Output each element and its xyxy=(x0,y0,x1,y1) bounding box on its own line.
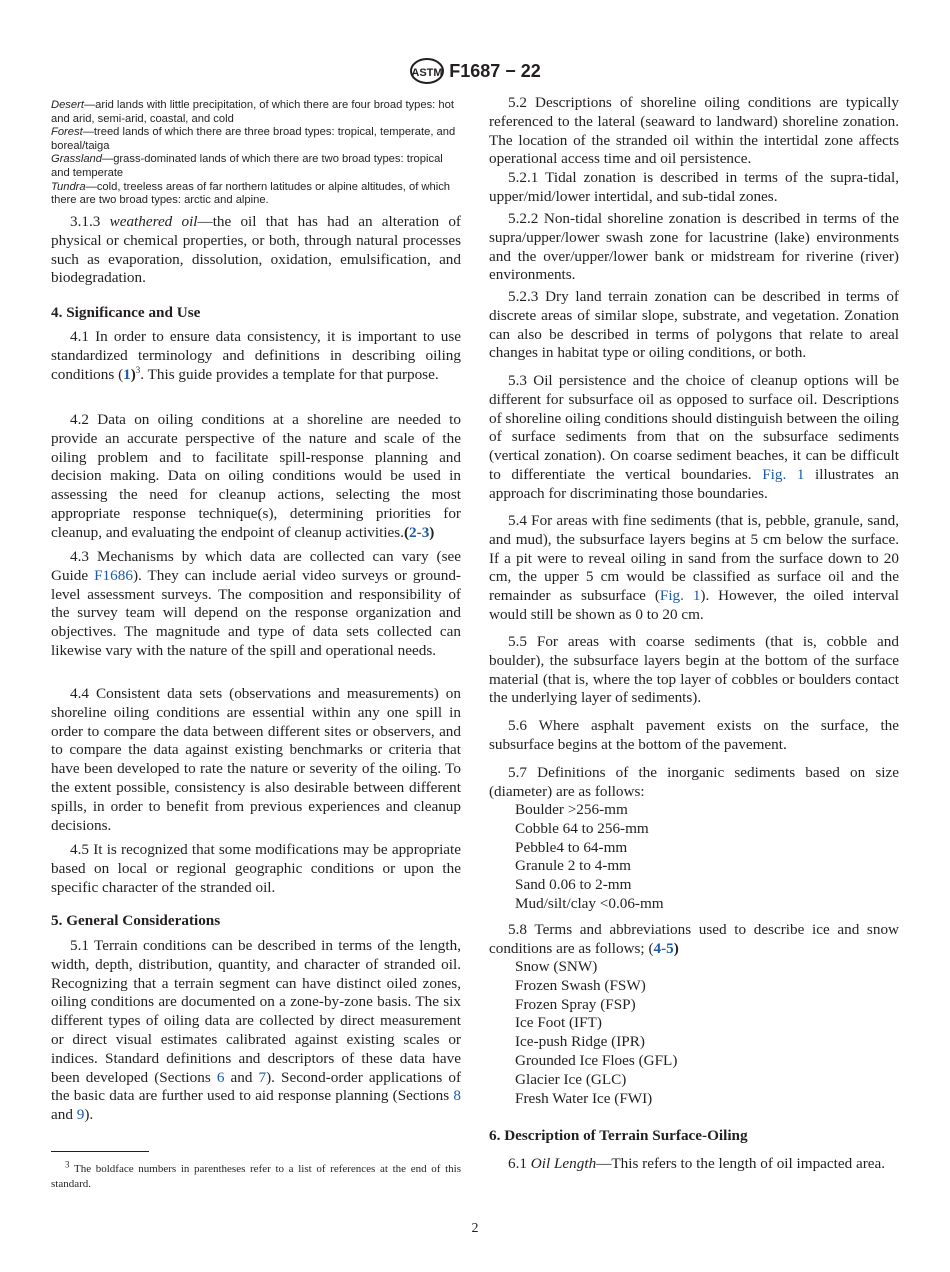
definitions-list xyxy=(51,99,461,208)
para-5-3: 5.3 Oil persistence and the choice of cleanup options will be different for subsurface oil as opposed to surface oil. Descriptions of shoreline oiling conditions should distinguish between the oiling of surface sediments from that on the subsurface sediments (vertical zonation). On coarse sediment beaches, it can be difficult to differentiate the vertical boundaries. Fig. 1 illustrates an approach for discriminating those boundaries. xyxy=(489,372,900,502)
para-5-2-2: 5.2.2 Non-tidal shoreline zonation is described in terms of the supra/upper/lower swash zone for lacustrine (lake) environments and the over/upper/lower bank or midstream for riverine (river) environments. xyxy=(489,210,899,284)
svg-text:ASTM: ASTM xyxy=(411,67,443,79)
para-3-1-3: 3.1.3 weathered oil—the oil that has had an alteration of physical or chemical properties, or both, through natural processes such as evaporation, dissolution, oxidation, emulsification, and biodegradation. xyxy=(51,213,461,287)
list-item: Pebble4 to 64-mm xyxy=(515,838,628,856)
list-item: Glacier Ice (GLC) xyxy=(515,1070,627,1088)
page-header xyxy=(0,57,950,85)
para-5-8: 5.8 Terms and abbreviations used to describe ice and snow conditions are as follows; (4-5) xyxy=(489,921,899,957)
definition-forest: Forest—treed lands of which there are three broad types: tropical, temperate, and boreal/taiga xyxy=(51,126,456,152)
section-link[interactable]: 7 xyxy=(258,1068,267,1086)
ice-terms-list xyxy=(515,958,677,1108)
para-4-4: 4.4 Consistent data sets (observations and measurements) on shoreline oiling conditions are essential within any one spill in order to compare the data between different sites or observers, and to compare the data against existing benchmarks or criteria that have been developed to rate the nature or severity of the oiling. To the extent possible, consistency is also desirable between different spills, in order to benefit from previous experiences and cleanup decisions. xyxy=(51,685,461,834)
sediment-list xyxy=(515,801,664,914)
list-item: Mud/silt/clay <0.06-mm xyxy=(515,894,664,912)
para-5-2-3: 5.2.3 Dry land terrain zonation can be described in terms of discrete areas of similar slope, substrate, and vegetation. Zonation can also be described in terms of polygons that relate to areal changes in habitat type or oiling conditions, or both. xyxy=(489,288,899,362)
para-5-6: 5.6 Where asphalt pavement exists on the surface, the subsurface begins at the bottom of the pavement. xyxy=(489,717,899,753)
page-number: 2 xyxy=(471,1221,479,1236)
para-5-4: 5.4 For areas with fine sediments (that is, pebble, granule, sand, and mud), the subsurface layers begins at 5 cm below the surface. If a pit were to reveal oiling in sand from the surface down to 20 cm, the upper 5 cm would be classified as surface oil and the remainder as subsurface (Fig. 1). However, the oiled interval would still be shown as 0 to 20 cm. xyxy=(489,512,899,623)
definition-desert: Desert—arid lands with little precipitation, of which there are four broad types: hot and arid, semi-arid, coastal, and cold xyxy=(51,99,454,125)
para-4-1: 4.1 In order to ensure data consistency, it is important to use standardized terminology and definitions in describing oiling conditions $(1)^3$. This guide provides a template for that purpose. xyxy=(51,328,461,383)
section-6-heading: 6. Description of Terrain Surface-Oiling xyxy=(489,1127,748,1144)
section-4-heading: 4. Significance and Use xyxy=(51,304,201,321)
section-link[interactable]: 8 xyxy=(453,1087,461,1105)
list-item: Granule 2 to 4-mm xyxy=(515,857,631,875)
guide-link[interactable]: F1686 xyxy=(94,566,133,584)
para-5-2-1: 5.2.1 Tidal zonation is described in terms of the supra-tidal, upper/mid/lower intertidal, and sub-tidal zones. xyxy=(489,169,899,205)
definition-tundra: Tundra—cold, treeless areas of far northern latitudes or alpine altitudes, of which there are two broad types: arctic and alpine. xyxy=(51,180,451,207)
footnote: $^3$ The boldface numbers in parentheses refer to a list of references at the end of this standard. xyxy=(51,1159,461,1190)
list-item: Boulder >256-mm xyxy=(515,801,628,818)
para-5-1: 5.1 Terrain conditions can be described in terms of the length, width, depth, distribution, quantity, and character of stranded oil. Recognizing that a terrain segment can have distinct oiled zones, oiling conditions are documented on a zone-by-zone basis. The six different types of oiling data are collected by direct measurement or direct visual estimates calibrated against existing scales or indices. Standard definitions and descriptors of these data have been developed (Sections 6 and 7). Second-order applications of the basic data are further used to aid response planning (Sections 8 and 9). xyxy=(51,937,462,1124)
list-item: Ice-push Ridge (IPR) xyxy=(515,1033,645,1051)
section-link[interactable]: 6 xyxy=(216,1068,225,1086)
definition-grassland: Grassland—grass-dominated lands of which there are two broad types: tropical and temperate xyxy=(51,153,443,179)
list-item: Frozen Spray (FSP) xyxy=(515,995,636,1013)
astm-logo xyxy=(409,57,445,85)
section-link[interactable]: 9 xyxy=(76,1106,85,1124)
para-4-5: 4.5 It is recognized that some modifications may be appropriate based on local or regional geographic conditions or upon the specific character of the stranded oil. xyxy=(51,841,461,896)
list-item: Fresh Water Ice (FWI) xyxy=(515,1089,653,1107)
figure-link[interactable]: Fig. 1 xyxy=(762,465,805,483)
para-5-2: 5.2 Descriptions of shoreline oiling conditions are typically referenced to the lateral (seaward to landward) shoreline zonation. The location of the stranded oil within the intertidal zone affects operational access time and oil persistence. xyxy=(489,94,899,168)
reference-link[interactable]: 2-3 xyxy=(409,523,430,541)
section-5-heading: 5. General Considerations xyxy=(51,912,221,929)
list-item: Cobble 64 to 256-mm xyxy=(515,819,649,837)
list-item: Ice Foot (IFT) xyxy=(515,1014,602,1032)
reference-link[interactable]: 1 xyxy=(123,365,131,383)
list-item: Grounded Ice Floes (GFL) xyxy=(515,1051,678,1069)
list-item: Snow (SNW) xyxy=(515,958,598,975)
designation: F1687 − 22 xyxy=(449,60,541,81)
para-6-1: 6.1 Oil Length—This refers to the length of oil impacted area. xyxy=(508,1155,886,1172)
figure-link[interactable]: Fig. 1 xyxy=(659,587,701,605)
list-item: Sand 0.06 to 2-mm xyxy=(515,876,632,894)
footnote-divider xyxy=(51,1151,149,1152)
list-item: Frozen Swash (FSW) xyxy=(515,976,646,994)
reference-link[interactable]: 4-5 xyxy=(653,939,674,957)
para-5-7: 5.7 Definitions of the inorganic sediments based on size (diameter) are as follows: xyxy=(489,764,899,800)
para-4-3: 4.3 Mechanisms by which data are collected can vary (see Guide F1686). They can include aerial video surveys or ground-level assessment surveys. The composition and responsibility of the survey team will depend on the response organization and objectives. The magnitude and type of data sets collected can likewise vary with the nature of the spill and operational needs. xyxy=(51,548,461,659)
para-4-2: 4.2 Data on oiling conditions at a shoreline are needed to provide an accurate perspective of the nature and scale of the oiling problem and to facilitate spill-response planning and decision making. Data on oiling conditions would be used in assessing the need for cleanup actions, selecting the most appropriate response technique(s), determining priorities for cleanup, and evaluating the endpoint of cleanup activities.(2-3) xyxy=(51,411,461,541)
para-5-5: 5.5 For areas with coarse sediments (that is, cobble and boulder), the subsurface layers begin at the bottom of the surface material (that is, where the top layer of cobbles or boulders contact the underlying layer of sediments). xyxy=(489,633,899,707)
